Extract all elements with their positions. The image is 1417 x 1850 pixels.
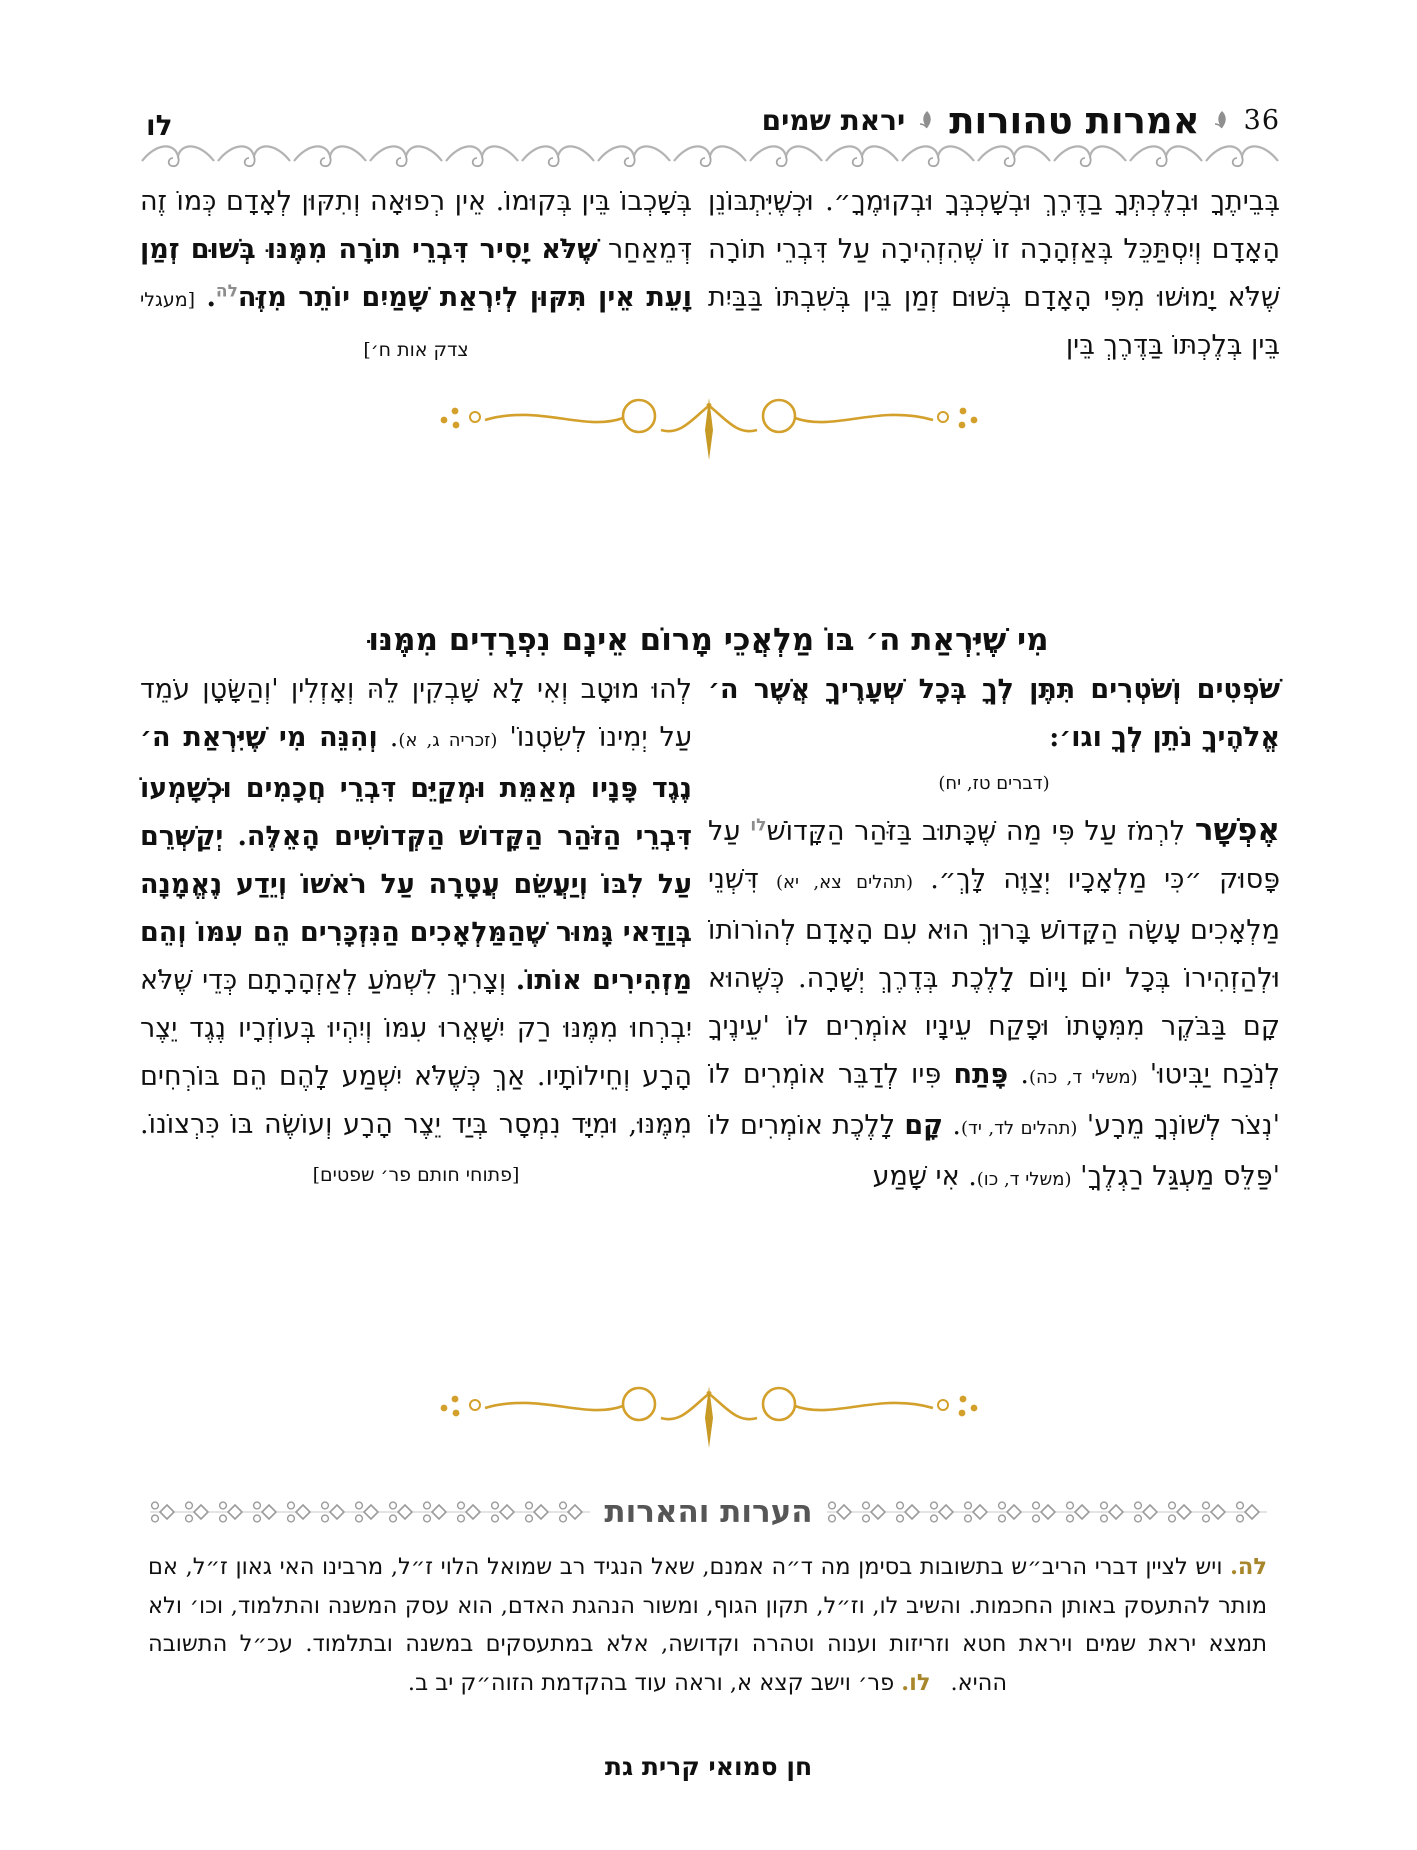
body-text-normal: פִּיו לְדַבֵּר אוֹמְרִים לוֹ 'נְצֹר לְשׁוֹנְךָ מֵרָע'	[708, 1059, 1280, 1141]
book-title: אמרות טהורות	[949, 98, 1200, 142]
passage-2	[140, 666, 1280, 1204]
body-text	[140, 178, 692, 374]
gold-divider-ornament	[389, 1378, 1029, 1454]
body-text-normal: בְּשָׁכְבוֹ בֵּין בְּקוּמוֹ. אֵין רְפוּאָה וְתִקּוּן לְאָדָם כְּמוֹ זֶה דְּמֵאַחַר	[140, 186, 693, 265]
body-text-bold: קָם	[904, 1110, 944, 1141]
footnotes-block	[148, 1548, 1267, 1702]
inline-citation: (משלי ד, כה)	[1028, 1067, 1138, 1088]
body-text-normal: לְהוּ מוּטָב וְאִי לָא שָׁבְקִין לֵהּ וְאָזְלִין 'וְהַשָּׂטָן עֹמֵד עַל יְמִינוֹ לְשִׂטְנוֹ'	[140, 674, 692, 753]
passage-2-right-column	[708, 666, 1280, 1204]
passage-1-left-column	[140, 178, 692, 374]
body-text-bold: .	[195, 282, 216, 313]
body-text-normal: לָלֶכֶת אוֹמְרִים לוֹ 'פַּלֵּס מַעְגַּל רַגְלֶךָ'	[708, 1110, 1280, 1192]
title-group	[762, 98, 1280, 142]
gold-divider-ornament	[389, 390, 1029, 466]
body-text-bold: וְהִנֵּה מִי שֶׁיִּרְאַת ה׳ נֶגֶד פָּנָיו מְאַמֵּת וּמְקַיֵּם דִּבְרֵי חֲכָמִים וּכְשָׁמְעוֹ דִּבְרֵי הַזֹּהַר הַקָּדוֹשׁ הַקְּדוֹשִׁים הָאֵלֶּה. יְקַשְּׁרֵם עַל לִבּוֹ וְיַעֲשֵׂם עֲטָרָה עַל רֹאשׁוֹ וְיֵדַע נֶאֱמָנָה בְּוַדַּאי גָּמוּר שֶׁהַמַּלְאָכִים הַנִּזְכָּרִים הֵם עִמּוֹ וְהֵם מַזְהִירִים אוֹתוֹ.	[140, 722, 692, 996]
inline-citation: (תהלים לד, יד)	[961, 1118, 1078, 1139]
body-text-normal: .	[1008, 1059, 1029, 1090]
verse-source: (דברים טז, יח)	[938, 773, 1050, 794]
body-text-bold: פָּתַח	[953, 1059, 1009, 1090]
body-text-normal: דִּשְׁנֵי מַלְאָכִים עָשָׂה הַקָּדוֹשׁ בָּרוּךְ הוּא עִם הָאָדָם לְהוֹרוֹתוֹ וּלְהַזְהִירוֹ בְּכָל יוֹם וָיוֹם לָלֶכֶת בְּדֶרֶךְ יְשָׁרָה. כְּשֶׁהוּא קָם בַּבֹּקֶר מִמִּטָּתוֹ וּפָקַח עֵינָיו אוֹמְרִים לוֹ 'עֵינֶיךָ לְנֹכַח יַבִּיטוּ'	[708, 864, 1280, 1090]
footnotes-paragraph	[148, 1548, 1267, 1702]
footnotes-title: הערות והארות	[604, 1494, 813, 1530]
inline-citation: (תהלים צא, יא)	[775, 872, 913, 893]
section-headline: מִי שֶׁיִּרְאַת ה׳ בּוֹ מַלְאֲכֵי מָרוֹם אֵינָם נִפְרָדִים מִמֶּנּוּ	[368, 621, 1049, 658]
body-text: בְּבֵיתֶךָ וּבְלֶכְתְּךָ בַדֶּרֶךְ וּבְשָׁכְבְּךָ וּבְקוּמֶךָ״. וּכְשֶׁיִּתְבּוֹנֵן הָאָדָם וְיִסְתַּכֵּל בְּאַזְהָרָה זוֹ שֶׁהִזְהִירָה עַל דִּבְרֵי תוֹרָה שֶׁלֹּא יָמוּשׁוּ מִפִּי הָאָדָם בְּשׁוּם זְמַן בֵּין בְּשִׁבְתּוֹ בַּבַּיִת בֵּין בְּלֶכְתּוֹ בַּדֶּרֶךְ בֵּין	[708, 186, 1280, 361]
inline-citation: (משלי ד, כו)	[976, 1169, 1072, 1190]
footnote-ref-35: לה	[215, 281, 238, 302]
chain-ornament-right	[827, 1499, 1267, 1525]
body-text-normal: .	[943, 1110, 961, 1141]
source-citation: [מעגלי צדק אות ח׳]	[140, 289, 469, 361]
body-text-normal: וְצָרִיךְ לִשְׁמֹעַ לְאַזְהָרָתָם כְּדֵי שֶׁלֹּא יִבְרְחוּ מִמֶּנּוּ רַק יִשָּׁאֲרוּ עִמּוֹ וְיִהְיוּ בְּעוֹזְרָיו נֶגֶד יֵצֶר הָרָע וְחֵילוֹתָיו. אַךְ כְּשֶׁלֹּא יִשְׁמַע לָהֶם הֵם בּוֹרְחִים מִמֶּנּוּ, וּמִיָּד נִמְסָר בְּיַד יֵצֶר הָרָע וְעוֹשֶׂה בּוֹ כִּרְצוֹנוֹ.	[140, 965, 692, 1140]
footnotes-header	[140, 1494, 1277, 1530]
chain-ornament-left	[150, 1499, 590, 1525]
hebrew-folio-number: לו	[146, 109, 173, 142]
passage-1-right-column	[708, 178, 1280, 374]
body-text-bold: שֶׁלֹּא יָסִיר דִּבְרֵי תוֹרָה מִמֶּנּוּ בְּשׁוּם זְמַן וָעֵת אֵין תִּקּוּן לְיִרְאַת שָׁמַיִם יוֹתֵר מִזֶּה	[140, 234, 692, 313]
section-subtitle: יראת שמים	[761, 103, 906, 137]
scallop-rule	[140, 139, 1280, 169]
footnote-ref-36: לו	[750, 815, 767, 836]
fleuron-icon	[919, 109, 935, 131]
body-text	[708, 806, 1280, 1204]
footnote-text: ויש לציין דברי הריב״ש בתשובות בסימן מה ד״ה אמנם, שאל הנגיד רב שמואל הלוי ז״ל, מרבינו האי גאון ז״ל, אם מותר להתעסק באותן החכמות. והשיב לו, וז״ל, תקון הגוף, ומשור הנהגת האדם, הוא עסק המשנה והתלמוד, וכו׳ ולא תמצא יראת שמים ויראת חטא וזריזות וענוה וטהרה וקדושה, אלא במתעסקים במשנה ובתלמוד. עכ״ל התשובה ההיא.	[148, 1554, 1267, 1696]
footnote-text: פר׳ וישב קצא א, וראה עוד בהקדמת הזוה״ק יב ב.	[407, 1669, 902, 1696]
lead-word: אֶפְשָׁר	[1194, 812, 1281, 848]
body-text-normal: .	[377, 722, 399, 753]
verse-text: שֹׁפְטִים וְשֹׁטְרִים תִּתֶּן לְךָ בְּכָל שְׁעָרֶיךָ אֲשֶׁר ה׳ אֱלֹהֶיךָ נֹתֵן לְךָ וגו׳:	[708, 674, 1280, 753]
body-text	[140, 666, 692, 1199]
page-number: 36	[1243, 104, 1280, 136]
passage-2-left-column	[140, 666, 692, 1204]
footer-credit: חן סמואי קרית גת	[604, 1752, 813, 1781]
page-header	[140, 98, 1280, 142]
body-text-normal: עַל פָּסוּק ״כִּי מַלְאָכָיו יְצַוֶּה לָּךְ״.	[708, 816, 1280, 895]
fleuron-icon	[1214, 109, 1230, 131]
inline-citation: (זכריה ג, א)	[398, 730, 498, 751]
body-text-normal: . אִי שָׁמַע	[872, 1161, 977, 1192]
passage-1	[140, 178, 1280, 374]
source-citation: [פתוחי חותם פר׳ שפטים]	[312, 1164, 520, 1186]
body-text-normal: לִרְמֹז עַל פִּי מַה שֶּׁכָּתוּב בַּזֹּהַר הַקָּדוֹשׁ	[766, 816, 1195, 847]
footnote-marker-36: לו.	[901, 1669, 931, 1696]
footnote-marker-35: לה.	[1230, 1554, 1267, 1580]
